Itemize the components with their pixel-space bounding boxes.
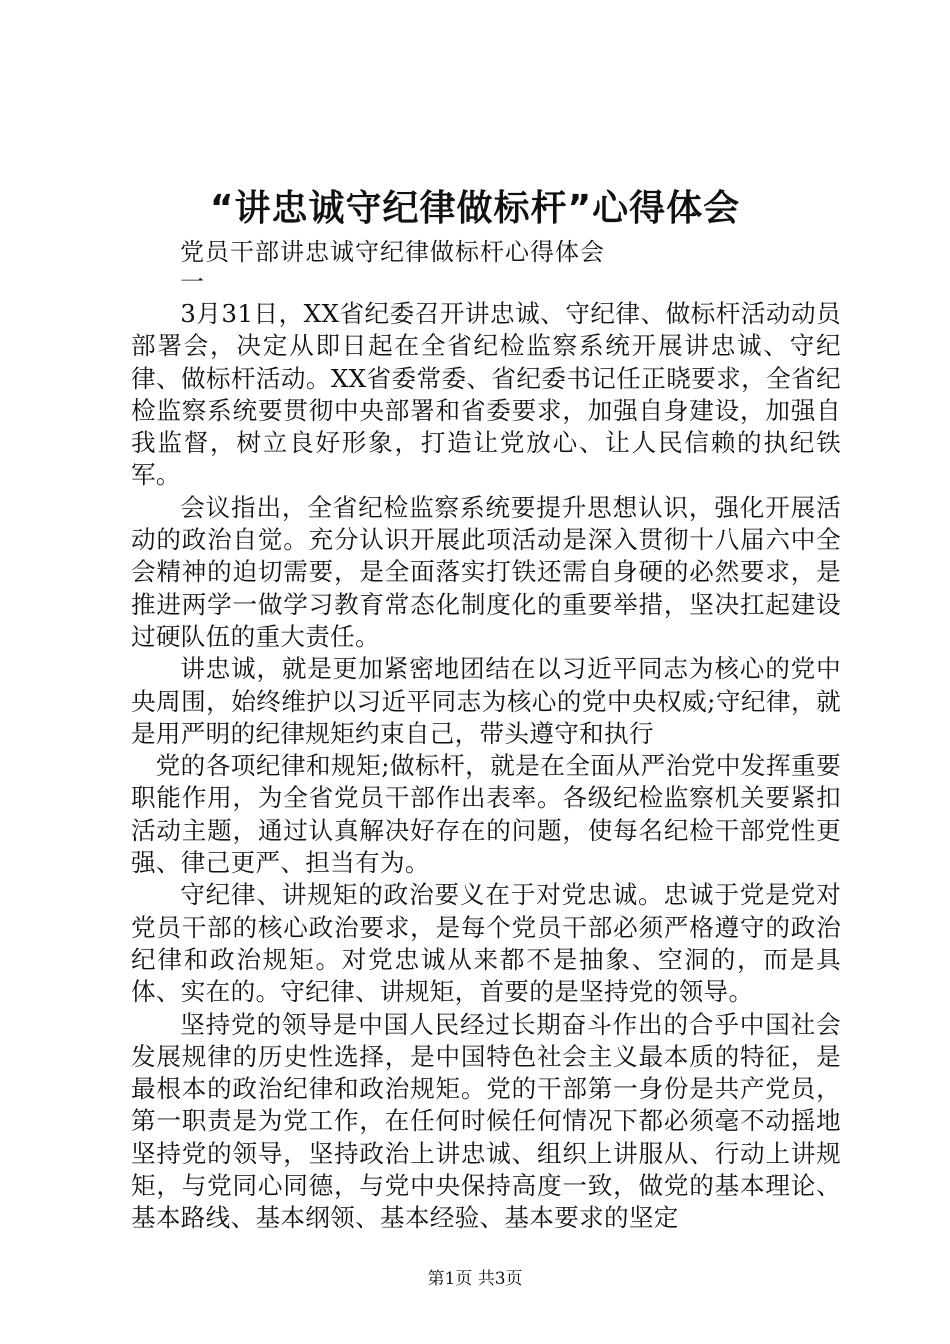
paragraph: 党的各项纪律和规矩;做标杆，就是在全面从严治党中发挥重要职能作用，为全省党员干部作出表率。各级纪检监察机关要紧扣活动主题，通过认真解决好存在的问题，使每名纪检干部党性更强、律己更严、担当有为。 — [131, 751, 841, 878]
paragraph: 3月31日，XX省纪委召开讲忠诚、守纪律、做标杆活动动员部署会，决定从即日起在全省纪检监察系统开展讲忠诚、守纪律、做标杆活动。XX省委常委、省纪委书记任正晓要求，全省纪检监察系统要贯彻中央部署和省委要求，加强自身建设，加强自我监督，树立良好形象，打造让党放心、让人民信赖的执纪铁军。 — [131, 299, 841, 490]
paragraph: 守纪律、讲规矩的政治要义在于对党忠诚。忠诚于党是党对党员干部的核心政治要求，是每个党员干部必须严格遵守的政治纪律和政治规矩。对党忠诚从来都不是抽象、空洞的，而是具体、实在的。守纪律、讲规矩，首要的是坚持党的领导。 — [131, 880, 841, 1007]
paragraph: 讲忠诚，就是更加紧密地团结在以习近平同志为核心的党中央周围，始终维护以习近平同志为核心的党中央权威;守纪律，就是用严明的纪律规矩约束自己，带头遵守和执行 — [131, 654, 841, 748]
document-subtitle: 党员干部讲忠诚守纪律做标杆心得体会 — [180, 238, 605, 266]
page-footer: 第1页 共3页 — [427, 1269, 523, 1289]
document-body — [131, 298, 841, 1235]
document-title: “讲忠诚守纪律做标杆”心得体会 — [209, 188, 741, 229]
paragraph: 坚持党的领导是中国人民经过长期奋斗作出的合乎中国社会发展规律的历史性选择，是中国特色社会主义最本质的特征，是最根本的政治纪律和政治规矩。党的干部第一身份是共产党员，第一职责是为党工作，在任何时候任何情况下都必须毫不动摇地坚持党的领导，坚持政治上讲忠诚、组织上讲服从、行动上讲规矩，与党同心同德，与党中央保持高度一致，做党的基本理论、基本路线、基本纲领、基本经验、基本要求的坚定 — [131, 1009, 841, 1233]
section-number: 一 — [180, 268, 204, 296]
paragraph: 会议指出，全省纪检监察系统要提升思想认识，强化开展活动的政治自觉。充分认识开展此项活动是深入贯彻十八届六中全会精神的迫切需要，是全面落实打铁还需自身硬的必然要求，是推进两学一做学习教育常态化制度化的重要举措，坚决扛起建设过硬队伍的重大责任。 — [131, 492, 841, 651]
